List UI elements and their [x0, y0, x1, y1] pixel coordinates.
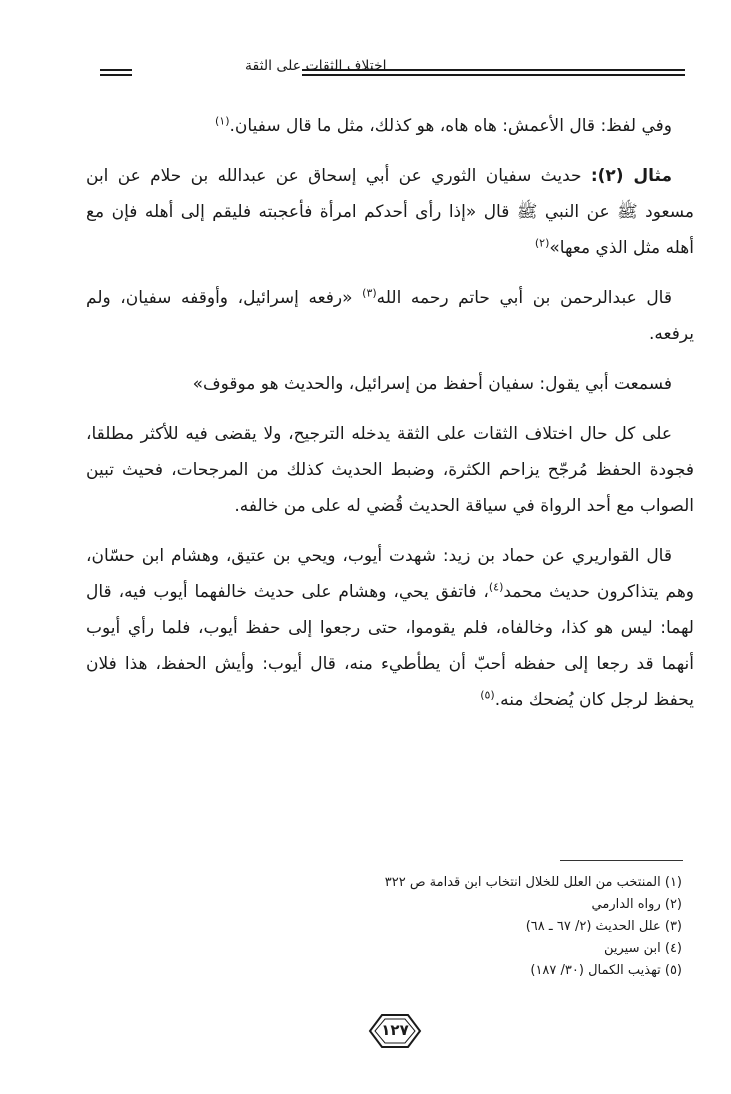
page-body [86, 108, 694, 732]
footnote-ref-3[interactable]: (٣) [362, 286, 377, 300]
running-header [100, 52, 685, 92]
paragraph-6 [86, 538, 694, 718]
paragraph-4-text: فسمعت أبي يقول: سفيان أحفظ من إسرائيل، والحديث هو موقوف» [192, 374, 672, 394]
paragraph-3 [86, 280, 694, 352]
footnote-ref-2[interactable]: (٢) [534, 236, 550, 250]
footnote-1: (١) المنتخب من العلل للخلال انتخاب ابن قدامة ص ٣٢٢ [384, 875, 682, 890]
paragraph-6-text-a: قال القواريري عن حماد بن زيد: شهدت أيوب، ويحي بن عتيق، وهشام ابن حسّان، وهم يتذاكرون حديث محمد [86, 546, 694, 602]
paragraph-1-text: وفي لفظ: قال الأعمش: هاه هاه، هو كذلك، مثل ما قال سفيان. [229, 116, 672, 136]
paragraph-1 [86, 108, 694, 144]
header-rule-short-2 [100, 74, 132, 76]
header-title: اختلاف الثقات على الثقة [245, 58, 387, 74]
header-rule-short [100, 69, 132, 71]
paragraph-2 [86, 158, 694, 266]
footnote-5: (٥) تهذيب الكمال (٣٠/ ١٨٧) [530, 963, 682, 978]
page-number [368, 1011, 422, 1051]
paragraph-2-text: حديث سفيان الثوري عن أبي إسحاق عن عبدالله بن حلام عن ابن مسعود ﷺ عن النبي ﷺ قال «إذا رأى أحدكم امرأة فأعجبته فليقم إلى أهله فإن مع أهله مثل الذي معها» [86, 166, 694, 258]
footnote-3: (٣) علل الحديث (٢/ ٦٧ ـ ٦٨) [525, 919, 682, 934]
paragraph-3-text-a: قال عبدالرحمن بن أبي حاتم رحمه الله [376, 288, 672, 308]
paragraph-6-text-b: ، فاتفق يحي، وهشام على حديث خالفهما أيوب فيه، قال لهما: ليس هو كذا، وخالفاه، فلم يقوموا، حتى رجعوا إلى حفظ أيوب، فلما رأي أيوب أنهما قد رجعا إلى حفظه أحبّ أن يطأطيء منه، قال أيوب: وأيش الحفظ، هذا فلان يحفظ لرجل كان يُضحك منه. [86, 582, 694, 710]
footnote-separator [560, 860, 683, 861]
example-label: مثال (٢): [590, 166, 672, 186]
footnote-ref-4[interactable]: (٤) [488, 580, 504, 594]
paragraph-5-text: على كل حال اختلاف الثقات على الثقة يدخله الترجيح، ولا يقضى فيه للأكثر مطلقا، فجودة الحفظ مُرجّح يزاحم الكثرة، وضبط الحديث كذلك من المرجحات، فحيث تبين الصواب مع أحد الرواة في سياقة الحديث قُضي له على من خالفه. [86, 424, 694, 516]
footnote-ref-5[interactable]: (٥) [480, 688, 495, 702]
header-rule-long-2 [302, 74, 685, 76]
paragraph-5 [86, 416, 694, 524]
paragraph-4 [86, 366, 694, 402]
footnote-ref-1[interactable]: (١) [215, 114, 230, 128]
footnote-2: (٢) رواه الدارمي [591, 897, 682, 912]
page-number-text: ١٢٧ [381, 1021, 409, 1039]
footnote-4: (٤) ابن سيرين [603, 941, 682, 956]
footnotes [200, 872, 682, 982]
paragraph-3-text-b: «رفعه إسرائيل، وأوقفه سفيان، ولم يرفعه. [86, 288, 694, 344]
